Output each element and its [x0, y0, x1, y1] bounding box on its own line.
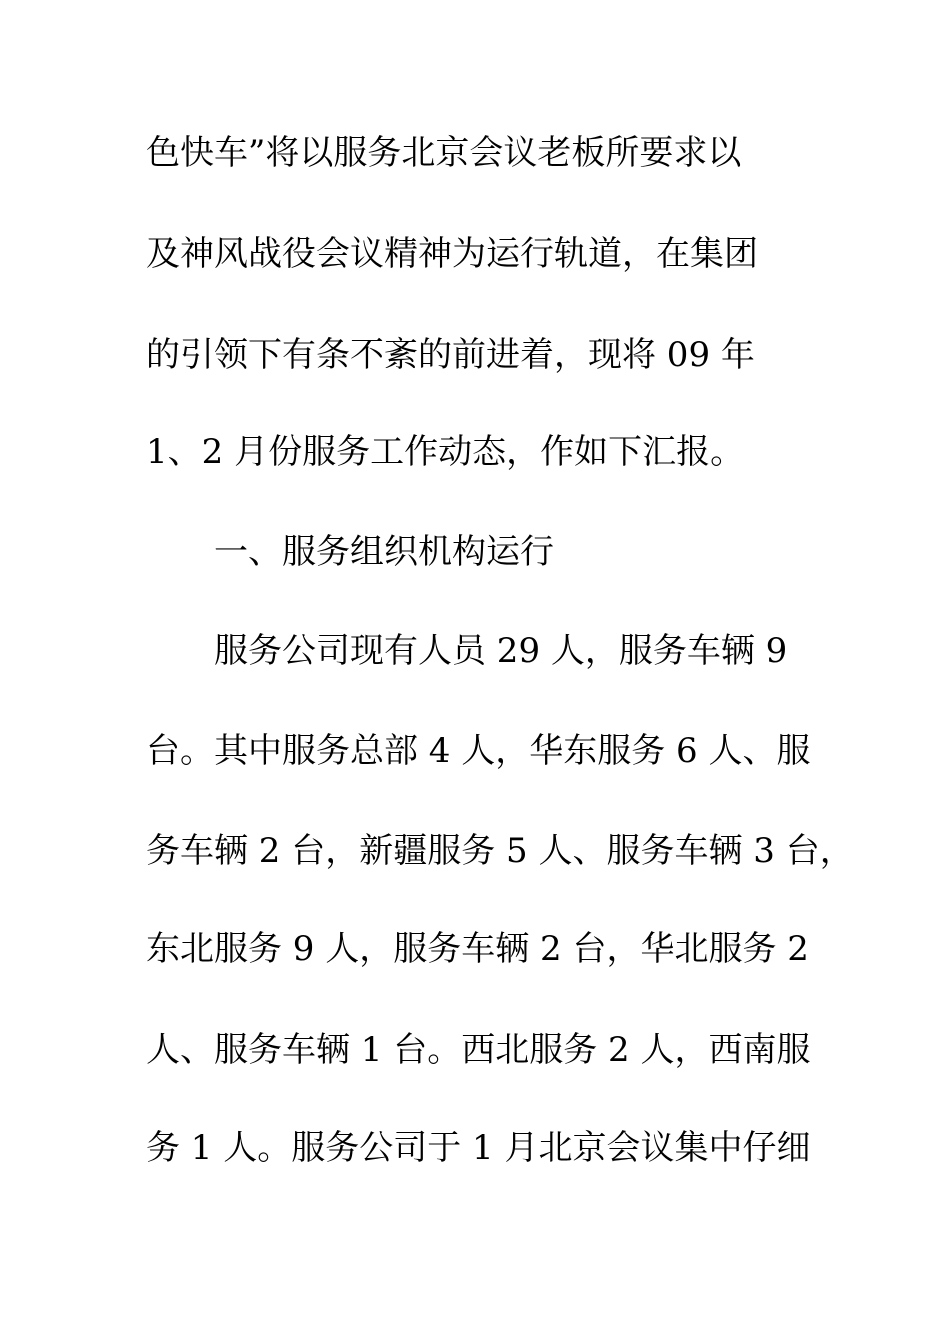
paragraph-line: 的引领下有条不紊的前进着，现将 09 年 [146, 335, 755, 375]
paragraph-line: 及神风战役会议精神为运行轨道，在集团 [146, 234, 758, 274]
paragraph-line: 1、2 月份服务工作动态，作如下汇报。 [146, 432, 745, 472]
paragraph-line: 东北服务 9 人，服务车辆 2 台，华北服务 2 [146, 929, 809, 969]
paragraph-line: 色快车”将以服务北京会议老板所要求以 [146, 133, 742, 173]
paragraph-line: 台。其中服务总部 4 人，华东服务 6 人、服 [146, 731, 811, 771]
section-heading: 一、服务组织机构运行 [214, 532, 554, 572]
paragraph-line: 务 1 人。服务公司于 1 月北京会议集中仔细 [146, 1128, 811, 1168]
paragraph-line: 人、服务车辆 1 台。西北服务 2 人，西南服 [146, 1030, 811, 1070]
paragraph-line: 服务公司现有人员 29 人，服务车辆 9 [214, 631, 788, 671]
paragraph-line: 务车辆 2 台，新疆服务 5 人、服务车辆 3 台， [146, 831, 854, 871]
